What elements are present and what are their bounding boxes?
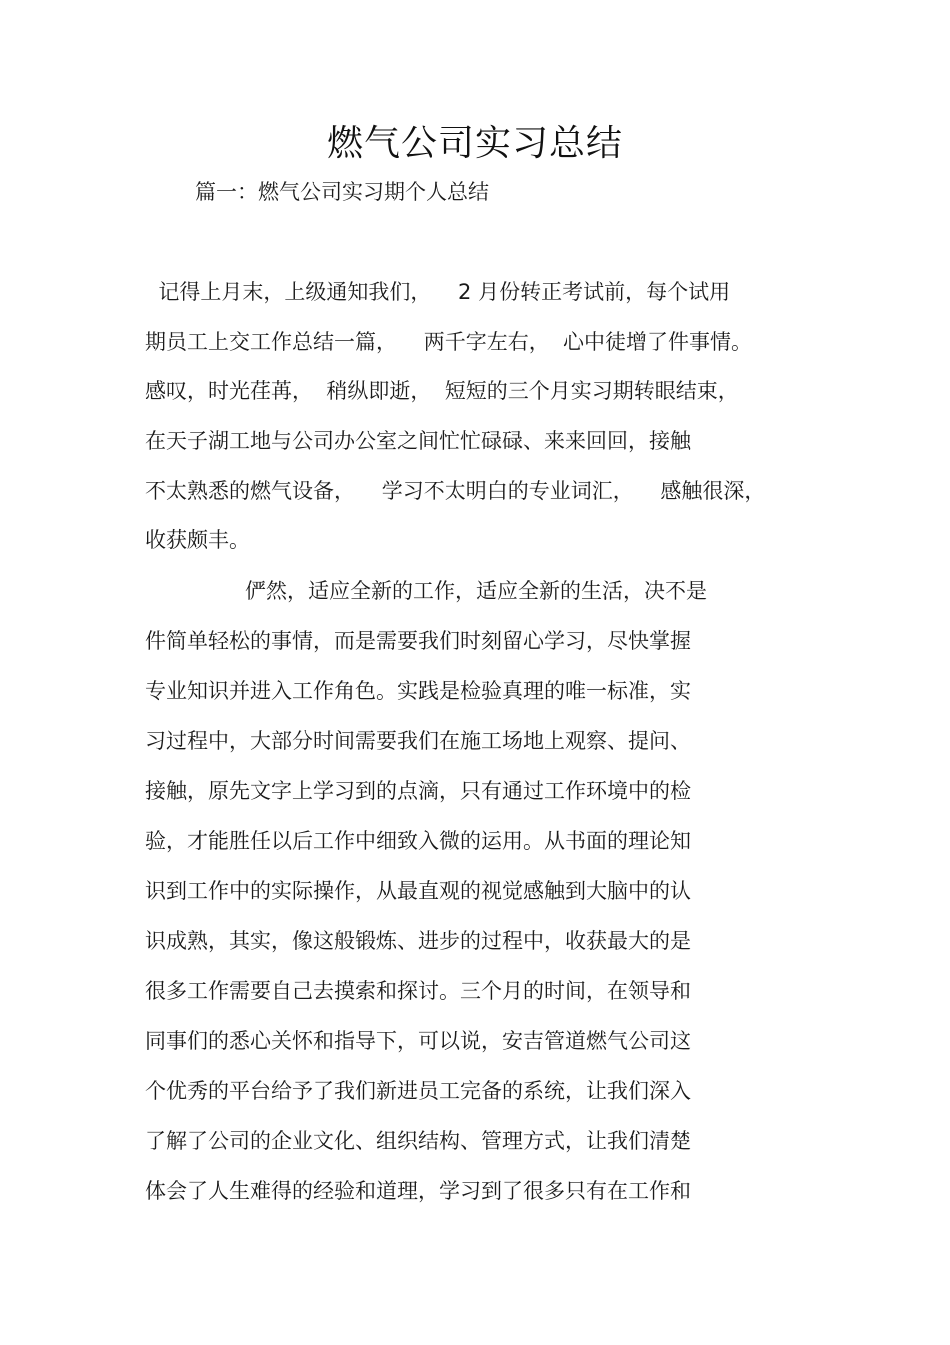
text-line: 识到工作中的实际操作，从最直观的视觉感触到大脑中的认 [145, 879, 691, 903]
text-line: 在天子湖工地与公司办公室之间忙忙碌碌、来来回回，接触 [145, 429, 691, 453]
text-line: 不太熟悉的燃气设备， 学习不太明白的专业词汇， 感触很深， [145, 479, 766, 503]
text-line: 同事们的悉心关怀和指导下，可以说，安吉管道燃气公司这 [145, 1029, 691, 1053]
text-line: 收获颇丰。 [145, 528, 250, 552]
text-line: 期员工上交工作总结一篇， 两千字左右， 心中徒增了件事情。 [145, 330, 753, 354]
text-line: 俨然，适应全新的工作，适应全新的生活，决不是 [245, 579, 707, 603]
text-line: 了解了公司的企业文化、组织结构、管理方式，让我们清楚 [145, 1129, 691, 1153]
text-line: 个优秀的平台给予了我们新进员工完备的系统，让我们深入 [145, 1079, 691, 1103]
text-line: 接触，原先文字上学习到的点滴，只有通过工作环境中的检 [145, 779, 691, 803]
text-line: 识成熟，其实，像这般锻炼、进步的过程中，收获最大的是 [145, 929, 691, 953]
text-line: 感叹，时光荏苒， 稍纵即逝， 短短的三个月实习期转眼结束， [145, 379, 739, 403]
text-line: 验，才能胜任以后工作中细致入微的运用。从书面的理论知 [145, 829, 691, 853]
document-subtitle: 篇一：燃气公司实习期个人总结 [195, 180, 489, 204]
text-line: 体会了人生难得的经验和道理，学习到了很多只有在工作和 [145, 1179, 691, 1203]
text-line: 专业知识并进入工作角色。实践是检验真理的唯一标准，实 [145, 679, 691, 703]
text-line: 习过程中，大部分时间需要我们在施工场地上观察、提问、 [145, 729, 691, 753]
text-line: 记得上月末，上级通知我们， 2 月份转正考试前，每个试用 [145, 280, 731, 304]
text-line: 很多工作需要自己去摸索和探讨。三个月的时间，在领导和 [145, 979, 691, 1003]
text-line: 件简单轻松的事情，而是需要我们时刻留心学习，尽快掌握 [145, 629, 691, 653]
document-title: 燃气公司实习总结 [326, 123, 623, 164]
